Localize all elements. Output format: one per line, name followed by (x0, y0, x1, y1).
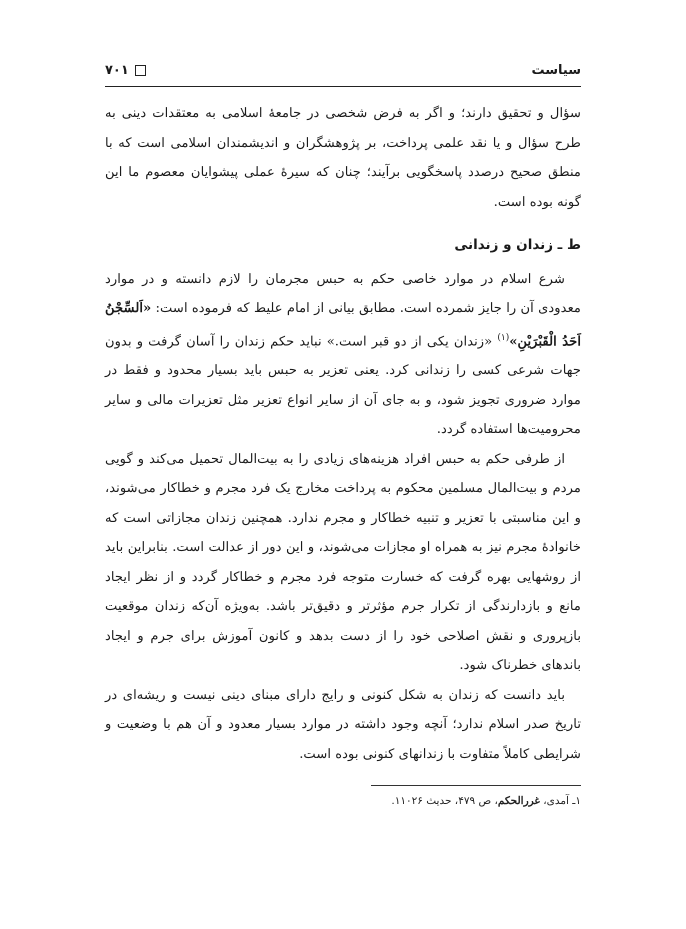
paragraph-2 (105, 265, 581, 445)
footnote-divider (371, 785, 581, 786)
footnote-marker: (۱) (497, 332, 510, 343)
running-title: سیاست (531, 62, 581, 78)
paragraph-4: باید دانست که زندان به شکل کنونی و رایج دارای مبنای دینی نیست و ریشه‌ای در تاریخ صدر اسلام ندارد؛ آنچه وجود داشته در موارد بسیار معدود و آن هم با وضعیت و شرایطی کاملاً متفاوت با زندانهای کنونی بوده است. (105, 687, 581, 762)
page-number-text: ۷۰۱ (105, 62, 129, 78)
footnote-suffix: ، ص ۴۷۹، حدیث ۱۱۰۲۶. (391, 795, 498, 808)
footnote-source: غررالحکم (497, 795, 540, 808)
page-body (105, 99, 581, 769)
footnote-prefix: ۱ـ آمدی، (539, 795, 581, 808)
paragraph-1: سؤال و تحقیق دارند؛ و اگر به فرض شخصی در جامعهٔ اسلامی به معتقدات دینی به طرح سؤال و یا نقد علمی پرداخت، بر پژوهشگران و اندیشمندان اسلامی است که با منطق صحیح درصدد پاسخگویی برآیند؛ چنان که سیرهٔ عملی پیشوایان معصوم ما این گونه بوده است. (105, 106, 581, 210)
page-header (105, 58, 581, 87)
page-number (105, 63, 146, 78)
paragraph-3: از طرفی حکم به حبس افراد هزینه‌های زیادی را به بیت‌المال تحمیل می‌کند و گویی مردم و بیت‌المال مسلمین محکوم به پرداخت مخارج یک فرد مجرم و خطاکار می‌شوند، و این مناسبتی با تعزیر و تنبیه خطاکار و مجرم ندارد. همچنین زندان مجازاتی است که خانوادهٔ مجرم نیز به همراه او مجازات می‌شوند، و این دور از عدالت است. بنابراین باید از روشهایی بهره گرفت که خسارت متوجه فرد مجرم و خطاکار گردد و از نظر ایجاد مانع و بازدارندگی از تکرار جرم مؤثرتر و دقیق‌تر باشد. به‌ویژه آن‌که زندان موقعیت بازپروری و نقش اصلاحی خود را از دست بدهد و کانون آموزش برای جرم و ایجاد باندهای خطرناک شود. (105, 451, 581, 674)
footnote (105, 790, 581, 812)
section-title: ط ـ زندان و زندانی (454, 237, 581, 253)
paragraph-2-rest: «زندان یکی از دو قبر است.» نباید حکم زندان را آسان گرفت و بدون جهات شرعی کسی را زندانی کرد. یعنی تعزیر به حبس باید بسیار محدود و فقط در موارد ضروری تجویز شود، و به جای آن از سایر انواع تعزیر مثل تعزیرات مالی و سایر محرومیت‌ها استفاده گردد. (105, 333, 581, 438)
square-ornament-icon (135, 65, 146, 76)
paragraph-2-intro: شرع اسلام در موارد خاصی حکم به حبس مجرمان را لازم دانسته و در موارد معدودی آن را جایز شمرده است. مطابق بیانی از امام علیط که فرموده است: (105, 271, 581, 316)
hadith-quote: «اَلسِّجْنُ اَحَدُ الْقَبْرَیْنِ» (105, 301, 582, 349)
document-page (105, 58, 581, 812)
